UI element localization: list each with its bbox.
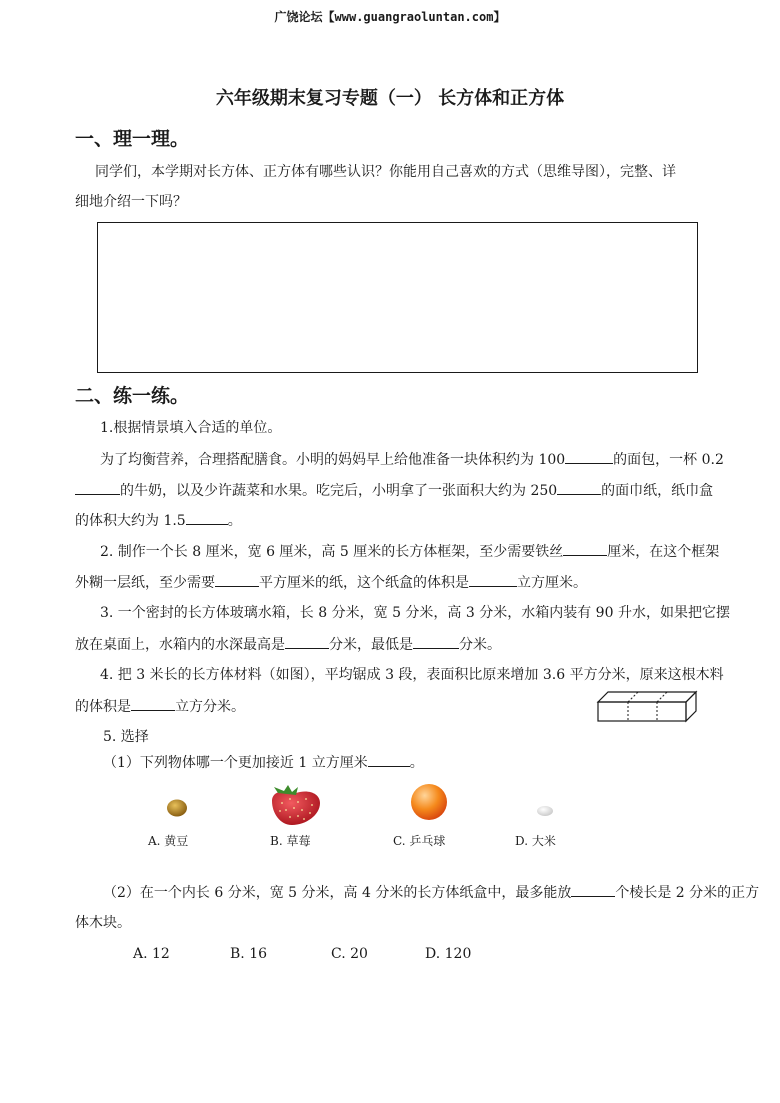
answer-blank[interactable] (285, 634, 329, 649)
q1-title: 1.根据情景填入合适的单位。 (100, 420, 282, 436)
q3-text: 分米，最低是 (329, 637, 413, 653)
q2-text: 立方厘米。 (517, 575, 587, 591)
q2-text: 厘米，在这个框架 (607, 544, 720, 560)
q1-text: 为了均衡营养，合理搭配膳食。小明的妈妈早上给他准备一块体积约为 100 (100, 452, 566, 468)
q1-text: 的面巾纸，纸巾盒 (601, 483, 714, 499)
answer-blank[interactable] (557, 480, 601, 495)
q4-text: 立方分米。 (175, 699, 245, 715)
option-c[interactable]: C. 20 (331, 946, 368, 962)
q1-text: 的面包，一杯 0.2 (613, 452, 724, 468)
q3-text: 放在桌面上，水箱内的水深最高是 (75, 637, 285, 653)
q3-text: 分米。 (459, 637, 501, 653)
answer-blank[interactable] (571, 882, 615, 897)
q5-sub1 (103, 752, 424, 773)
strawberry-image (268, 785, 324, 827)
q2-text: 平方厘米的纸，这个纸盒的体积是 (259, 575, 469, 591)
answer-blank[interactable] (215, 572, 259, 587)
answer-blank[interactable] (186, 510, 228, 525)
answer-blank[interactable] (131, 696, 175, 711)
page-header: 广饶论坛【www.guangraoluntan.com】 (274, 10, 506, 24)
q1-line2 (75, 480, 713, 501)
section1-heading: 一、理一理。 (75, 128, 190, 150)
q2-text: 2. 制作一个长 8 厘米，宽 6 厘米，高 5 厘米的长方体框架，至少需要铁丝 (100, 544, 564, 560)
answer-blank[interactable] (413, 634, 459, 649)
q5-title: 5. 选择 (103, 729, 149, 745)
q1-text: 的牛奶，以及少许蔬菜和水果。吃完后，小明拿了一张面积大约为 250 (120, 483, 558, 499)
q1-line1 (100, 449, 724, 470)
page-title: 六年级期末复习专题（一） 长方体和正方体 (215, 88, 565, 109)
option-b-strawberry[interactable]: B. 草莓 (270, 834, 311, 848)
q5-text: 。 (409, 755, 424, 771)
option-a-soybean[interactable]: A. 黄豆 (148, 834, 189, 848)
soybean-image (163, 796, 191, 820)
pingpong-ball-image (409, 782, 449, 822)
mindmap-answer-box[interactable] (97, 222, 698, 373)
q1-text: 的体积大约为 1.5 (75, 513, 186, 529)
answer-blank[interactable] (469, 572, 517, 587)
section2-heading: 二、练一练。 (75, 385, 190, 407)
answer-blank[interactable] (368, 752, 410, 767)
q3-line2 (75, 634, 501, 655)
answer-blank[interactable] (565, 449, 613, 464)
answer-blank[interactable] (563, 541, 607, 556)
q3-line1: 3. 一个密封的长方体玻璃水箱，长 8 分米，宽 5 分米，高 3 分米，水箱内装有 90 升水，如果把它摆 (100, 605, 730, 621)
q4-line1: 4. 把 3 米长的长方体材料（如图），平均锯成 3 段，表面积比原来增加 3.6 平方分米，原来这根木料 (100, 667, 724, 683)
q5-text: （2）在一个内长 6 分米，宽 5 分米，高 4 分米的长方体纸盒中，最多能放 (103, 885, 572, 901)
q4-line2 (75, 696, 245, 717)
option-d-rice[interactable]: D. 大米 (515, 834, 556, 848)
section1-line2: 细地介绍一下吗？ (75, 194, 187, 210)
rice-image (534, 803, 556, 819)
q4-text: 的体积是 (75, 699, 131, 715)
option-d[interactable]: D. 120 (425, 946, 472, 962)
q5-sub2-line2: 体木块。 (75, 915, 131, 931)
q5-sub2-line1 (103, 882, 759, 903)
section1-line1: 同学们，本学期对长方体、正方体有哪些认识？你能用自己喜欢的方式（思维导图），完整、详 (95, 164, 676, 180)
q5-text: （1）下列物体哪一个更加接近 1 立方厘米 (103, 755, 368, 771)
q1-line3 (75, 510, 242, 531)
q2-line2 (75, 572, 587, 593)
q1-text: 。 (227, 513, 242, 529)
cuboid-figure (596, 690, 700, 724)
option-c-pingpong[interactable]: C. 乒乓球 (393, 834, 446, 848)
option-b[interactable]: B. 16 (230, 946, 268, 962)
q2-text: 外糊一层纸，至少需要 (75, 575, 215, 591)
option-a[interactable]: A. 12 (133, 946, 170, 962)
q2-line1 (100, 541, 719, 562)
q5-text: 个棱长是 2 分米的正方 (615, 885, 760, 901)
answer-blank[interactable] (75, 480, 120, 495)
